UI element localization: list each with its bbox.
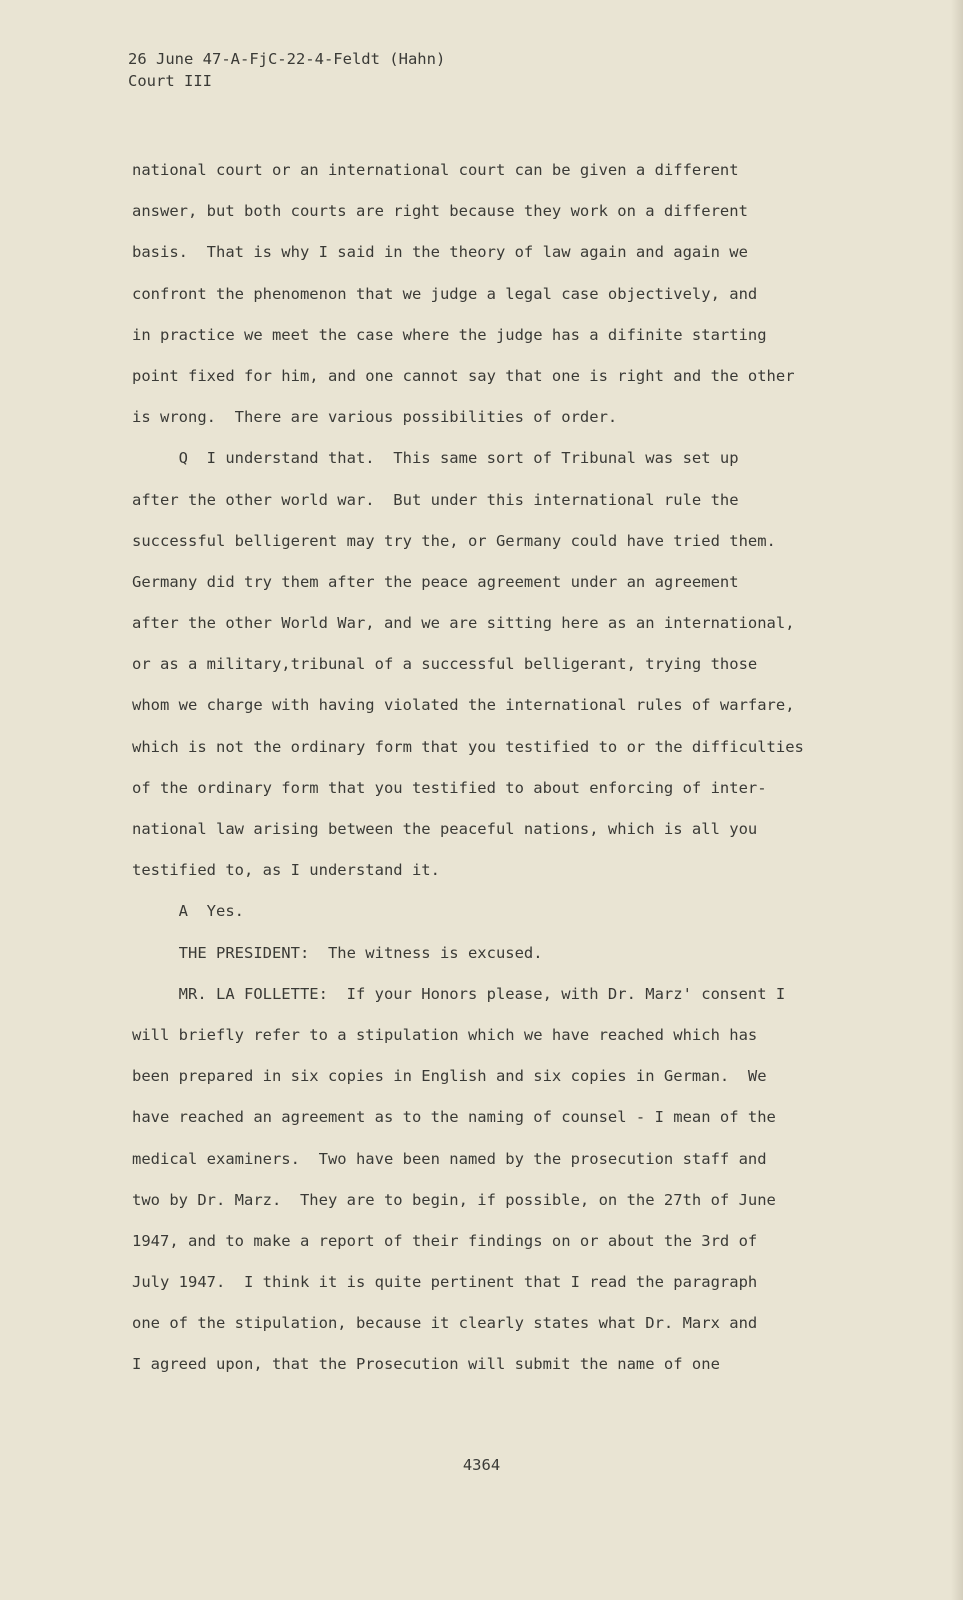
text-line: testified to, as I understand it. xyxy=(132,861,440,880)
text-line: or as a military,tribunal of a successful belligerant, trying those xyxy=(132,655,758,674)
text-line: will briefly refer to a stipulation which we have reached which has xyxy=(132,1025,758,1044)
text-line: been prepared in six copies in English and six copies in German. We xyxy=(132,1067,767,1086)
text-line: have reached an agreement as to the naming of counsel - I mean of the xyxy=(132,1108,776,1127)
text-line: successful belligerent may try the, or Germany could have tried them. xyxy=(132,531,776,550)
header-line-2: Court III xyxy=(128,72,212,90)
text-line: national court or an international court can be given a different xyxy=(132,161,739,179)
text-line: whom we charge with having violated the international rules of warfare, xyxy=(132,696,795,715)
text-line: MR. LA FOLLETTE: If your Honors please, with Dr. Marz' consent I xyxy=(132,984,786,1003)
document-header xyxy=(128,48,445,92)
text-line: I agreed upon, that the Prosecution will submit the name of one xyxy=(132,1355,720,1374)
text-line: Germany did try them after the peace agreement under an agreement xyxy=(132,572,739,591)
text-line: medical examiners. Two have been named by the prosecution staff and xyxy=(132,1149,767,1168)
text-line: basis. That is why I said in the theory of law again and again we xyxy=(132,243,748,262)
text-line: in practice we meet the case where the judge has a difinite starting xyxy=(132,325,767,344)
text-line: which is not the ordinary form that you testified to or the difficulties xyxy=(132,737,804,756)
text-line: THE PRESIDENT: The witness is excused. xyxy=(132,943,543,962)
text-line: two by Dr. Marz. They are to begin, if possible, on the 27th of June xyxy=(132,1190,776,1209)
transcript-body xyxy=(132,150,892,1386)
text-line: confront the phenomenon that we judge a legal case objectively, and xyxy=(132,284,758,303)
text-line: A Yes. xyxy=(132,902,244,921)
text-line: after the other World War, and we are sitting here as an international, xyxy=(132,614,795,633)
header-line-1: 26 June 47-A-FjC-22-4-Feldt (Hahn) xyxy=(128,50,446,68)
text-line: after the other world war. But under this international rule the xyxy=(132,490,739,509)
text-line: July 1947. I think it is quite pertinent that I read the paragraph xyxy=(132,1273,758,1292)
text-line: answer, but both courts are right because they work on a different xyxy=(132,202,748,221)
text-line: Q I understand that. This same sort of Tribunal was set up xyxy=(132,449,739,468)
text-line: national law arising between the peaceful nations, which is all you xyxy=(132,820,758,838)
text-line: of the ordinary form that you testified to about enforcing of inter- xyxy=(132,778,767,797)
text-line: point fixed for him, and one cannot say that one is right and the other xyxy=(132,366,795,385)
text-line: is wrong. There are various possibilities of order. xyxy=(132,408,618,427)
text-line: one of the stipulation, because it clearly states what Dr. Marx and xyxy=(132,1314,758,1333)
text-line: 1947, and to make a report of their findings on or about the 3rd of xyxy=(132,1231,758,1250)
page-number: 4364 xyxy=(462,1456,501,1474)
